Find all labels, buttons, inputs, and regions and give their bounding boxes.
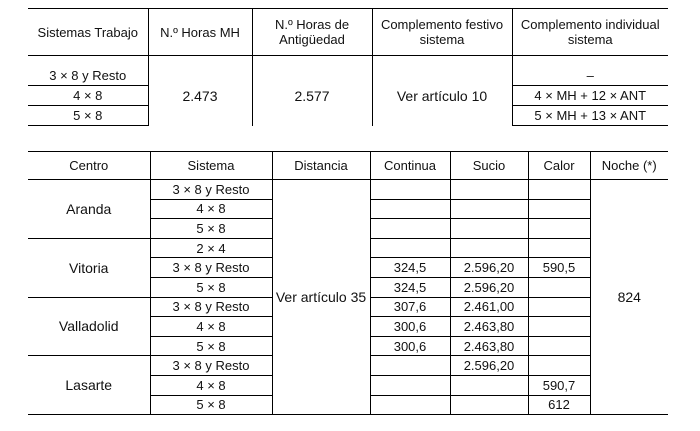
center-name: Lasarte <box>28 356 150 415</box>
complemento-individual-value: 4 × MH + 12 × ANT <box>512 86 668 106</box>
calor-cell <box>528 317 590 337</box>
sistema-cell: 4 × 8 <box>150 317 272 337</box>
header-sistema: Sistema <box>150 152 272 180</box>
calor-cell <box>528 356 590 376</box>
table1-spacer-row <box>28 56 668 67</box>
header-complemento-individual: Complemento individual sistema <box>512 9 668 56</box>
sucio-cell: 2.596,20 <box>450 258 528 278</box>
sucio-cell: 2.596,20 <box>450 356 528 376</box>
continua-cell: 300,6 <box>370 317 450 337</box>
calor-cell: 612 <box>528 395 590 415</box>
header-horas-antiguedad: N.º Horas de Antigüedad <box>252 9 372 56</box>
sucio-cell: 2.463,80 <box>450 317 528 337</box>
header-continua: Continua <box>370 152 450 180</box>
continua-cell <box>370 180 450 200</box>
noche-value: 824 <box>590 180 668 415</box>
sistema-cell: 3 × 8 y Resto <box>150 356 272 376</box>
complemento-festivo-value: Ver artículo 10 <box>372 66 512 126</box>
calor-cell <box>528 238 590 258</box>
sistema-cell: 5 × 8 <box>150 395 272 415</box>
sistema-cell: 4 × 8 <box>150 375 272 395</box>
header-complemento-festivo: Complemento festivo sistema <box>372 9 512 56</box>
sistema-cell: 2 × 4 <box>150 238 272 258</box>
sucio-cell <box>450 180 528 200</box>
header-distancia: Distancia <box>272 152 370 180</box>
header-centro: Centro <box>28 152 150 180</box>
continua-cell: 307,6 <box>370 297 450 317</box>
sucio-cell: 2.596,20 <box>450 277 528 297</box>
sucio-cell <box>450 219 528 239</box>
continua-cell <box>370 356 450 376</box>
sucio-cell <box>450 395 528 415</box>
complemento-individual-value: 5 × MH + 13 × ANT <box>512 106 668 126</box>
sucio-cell <box>450 238 528 258</box>
sistema-cell: 5 × 8 <box>150 219 272 239</box>
sucio-cell: 2.463,80 <box>450 336 528 356</box>
work-systems-hours-table <box>28 8 668 126</box>
continua-cell <box>370 395 450 415</box>
distancia-value: Ver artículo 35 <box>272 180 370 415</box>
sistema-cell: 5 × 8 <box>150 336 272 356</box>
continua-cell <box>370 375 450 395</box>
continua-cell <box>370 199 450 219</box>
horas-mh-value: 2.473 <box>148 66 252 126</box>
header-sistemas-trabajo: Sistemas Trabajo <box>28 9 148 56</box>
sistema-cell: 5 × 8 <box>150 277 272 297</box>
horas-antiguedad-value: 2.577 <box>252 66 372 126</box>
complemento-individual-value: – <box>512 66 668 86</box>
header-noche: Noche (*) <box>590 152 668 180</box>
sistema-cell: 4 × 8 <box>150 199 272 219</box>
continua-cell: 324,5 <box>370 258 450 278</box>
continua-cell: 300,6 <box>370 336 450 356</box>
sistema-cell: 3 × 8 y Resto <box>150 180 272 200</box>
system-label: 5 × 8 <box>28 106 148 126</box>
sistema-cell: 3 × 8 y Resto <box>150 258 272 278</box>
center-name: Valladolid <box>28 297 150 356</box>
header-sucio: Sucio <box>450 152 528 180</box>
continua-cell: 324,5 <box>370 277 450 297</box>
table-row <box>28 180 668 200</box>
calor-cell <box>528 336 590 356</box>
calor-cell <box>528 277 590 297</box>
center-name: Vitoria <box>28 238 150 297</box>
continua-cell <box>370 219 450 239</box>
header-horas-mh: N.º Horas MH <box>148 9 252 56</box>
calor-cell: 590,7 <box>528 375 590 395</box>
centers-allowances-table <box>28 151 668 415</box>
calor-cell <box>528 199 590 219</box>
header-calor: Calor <box>528 152 590 180</box>
system-label: 4 × 8 <box>28 86 148 106</box>
table1-header-row <box>28 9 668 56</box>
table2-header-row <box>28 152 668 180</box>
calor-cell <box>528 297 590 317</box>
calor-cell <box>528 180 590 200</box>
table-row <box>28 66 668 86</box>
sucio-cell <box>450 375 528 395</box>
continua-cell <box>370 238 450 258</box>
system-label: 3 × 8 y Resto <box>28 66 148 86</box>
sucio-cell <box>450 199 528 219</box>
calor-cell <box>528 219 590 239</box>
sucio-cell: 2.461,00 <box>450 297 528 317</box>
calor-cell: 590,5 <box>528 258 590 278</box>
center-name: Aranda <box>28 180 150 239</box>
sistema-cell: 3 × 8 y Resto <box>150 297 272 317</box>
